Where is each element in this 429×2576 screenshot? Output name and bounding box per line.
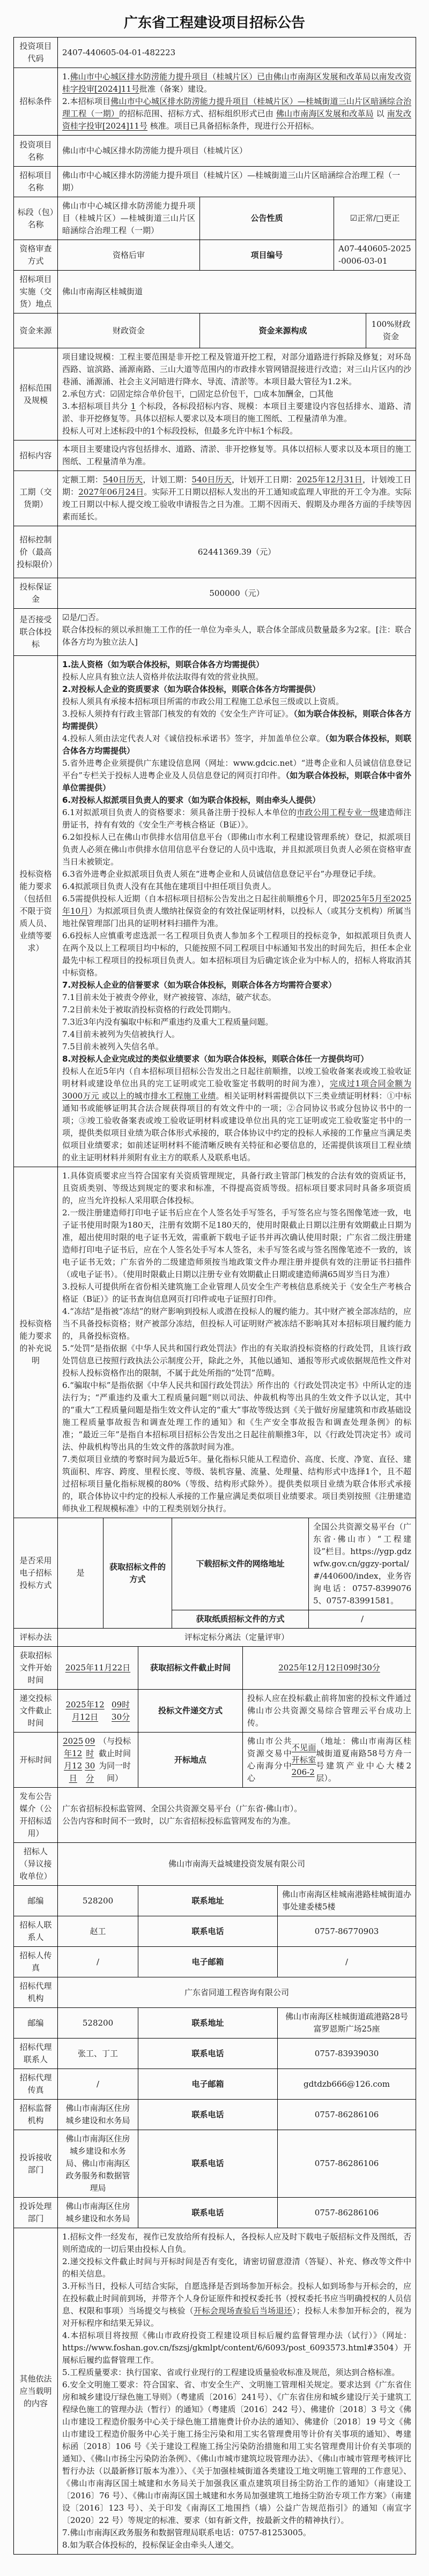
price-limit-value: 62441369.39（元） — [58, 526, 416, 578]
complaint-handling-label: 投诉处理部门 — [14, 2198, 58, 2228]
agency-fax-value: / — [58, 2069, 138, 2100]
electronic-bidding-value: 是 — [58, 1518, 103, 1629]
row-tender-name — [14, 167, 416, 197]
tender-name-value: 佛山市中心城区排水防涝能力提升项目（桂城片区）—桂城街道三山片区暗涵综合治理工程（一期） — [58, 167, 416, 197]
agency-zipcode-label: 邮编 — [14, 2008, 58, 2039]
opening-time-value: 2025年12月12日 09时30分 （与投标截止时间为同一时间） — [58, 1733, 138, 1788]
announcement-table — [13, 37, 416, 2555]
agency-value: 广东省同道工程咨询有限公司 — [58, 1977, 416, 2008]
project-number-value: A07-440605-2025-0006-03-01 — [334, 240, 416, 271]
row-tender-scope — [14, 348, 416, 440]
row-electronic-bidding — [14, 1518, 416, 1629]
row-qualification-review — [14, 240, 416, 271]
price-limit-label: 招标控制价（最高投标限价） — [14, 526, 58, 578]
row-section-name — [14, 197, 416, 240]
opening-place-value: 佛山市公共资源交易中心南海分中心 不见面开标室206-2 （地址：佛山市南海区桂城街道夏南路58号方舟一号建筑产业中心大楼2层）。 — [243, 1733, 416, 1788]
qualification-review-value: 资格后审 — [58, 240, 200, 271]
evaluation-method-label: 评标办法 — [14, 1629, 58, 1647]
agency-phone-value: 0757-83939030 — [278, 2039, 416, 2069]
complaint-handling-value: 佛山市南海区住房城乡建设和水务局 — [58, 2198, 138, 2228]
row-complaint-handling — [14, 2198, 416, 2228]
agency-label: 招标代理机构 — [14, 1977, 58, 2008]
bid-bond-value: 500000（元） — [58, 578, 416, 609]
bid-bond-label: 投标保证金 — [14, 578, 58, 609]
doc-start-time-value: 2025年11月22日 — [58, 1647, 138, 1690]
section-name-label: 标段（包）名称 — [14, 197, 58, 240]
tenderer-address-value: 佛山市南海区桂城南港路桂城街道办事处建委楼5楼 — [278, 1886, 416, 1916]
opening-time-label: 开标时间 — [14, 1733, 58, 1788]
row-agency — [14, 1977, 416, 2008]
duration-label: 工期（交货期） — [14, 471, 58, 526]
row-qualification-requirements — [14, 656, 416, 1167]
tenderer-fax-label: 招标人传真 — [14, 1947, 58, 1977]
download-address-subrow — [172, 1518, 416, 1610]
row-bid-bond — [14, 578, 416, 609]
funding-composition-value: 100%财政资金 — [366, 313, 416, 348]
qualification-notes-value: 1.具体资质要求应当符合国家有关资质管理规定，具备行政主管部门核发的合法有效的资质证书，且资质类别、等级达到规定的要求和标准，不得提高资质等级。招标项目要求同时具备多项资质的，应当允许投标人采用联合体投标。 2.一级注册建造师打印电子证书后应在个人签名处手写签名，手写签名应与签名图像笔迹一致，电子证书使用时限为180天，注册有效期不足180天的，使用时限截止日期以注册有效期截止日期为准，超出使用时限的电子证书无效，需重新下载电子证书并再次确认使用时限；广东省二级注册建造师打印电子证书后，应在个人签名处手写本人签名，未手写签名或与签名图像笔迹不一致的，该电子证书无效；广东省外的二级建造师须按当地政策文件办理注册并提供有效的注册证书扫描件（或电子证书）。（使用时限截止日期以注册专业有效期截止日期或建造师满65周岁当日为准） 3.投标人可提供所在省份相关建筑施工企业管理人员安全生产考核信息系统关于《安全生产考核合格证（B证）》的证书查询信息网页打印件或电子证照打印件。 4.“冻结”是指被“冻结”的财产影响到投标人或潜在投标人的履约能力。其中财产被全部冻结的，应当不具备投标资格；财产被部分冻结，但投标人可证明财产被冻结不影响其对本招标项目履约能力的，具备投标资格。 5.“处罚”是指依据《中华人民共和国行政处罚法》作出的有关取消投标资格的行政处罚，且该行政处罚信息已按照行政执法公示制度公开，除此之外，其他以通知、通报等形式或依据规范性文件对投标人投标资格作出的限制，不属于此处所指的“处罚”范畴。 6.“骗取中标”是指依据《中华人民共和国行政处罚法》所作出的《行政处罚决定书》中所认定的违法行为；“严重违约及重大工程质量问题”则以司法、仲裁机构等出具的生效文件予以认定，其中的“重大”工程质量问题是指生效文件认定的“重大”事故等级达到《关于做好房屋建筑和市政基础设施工程质量事故报告和调查处理工作的通知》和《生产安全事故报告和调查处理条例》的标准；“最近三年”是指自本招标项目招标公告发出之日起往前顺推3年，以《行政处罚决定书》或司法、仲裁机构等出具的生效文件的落款时间为准。 7.类似项目业绩的考察时间为最近5年。量化指标只能从工程造价、高度、长度、净宽、直径、建筑面积、库容、跨度、里程长度、等级、装机容量、流量、处理量、结构形式中选择1个，且不超过招标项目量化指标规模的80%（等级、结构形式除外）。提供类似项目业绩为联合体形式承接的，联合体协议中约定的投标人承接的工作量应满足类似项目业绩要求。项目类别按照《注册建造师执业工程规模标准》中的工程类别划分执行。 — [58, 1167, 416, 1518]
paper-doc-value: / — [309, 1610, 416, 1629]
supervision-agency-label: 招标监督机构 — [14, 2100, 58, 2130]
row-tenderer-contact — [14, 1916, 416, 1947]
funding-composition-header: 资金来源构成 — [200, 313, 366, 348]
tenderer-phone-value: 0757-86770903 — [278, 1916, 416, 1947]
supervision-agency-value: 佛山市南海区住房城乡建设和水务局 — [58, 2100, 138, 2130]
row-complaint-receiving — [14, 2130, 416, 2198]
announcement-media-label: 发布公告媒介（公开招标适用） — [14, 1788, 58, 1843]
investment-name-value: 佛山市中心城区排水防涝能力提升项目（桂城片区） — [58, 136, 416, 167]
notice-nature-value: ☑正常/□更正 — [334, 197, 416, 240]
tenderer-contact-value: 赵工 — [58, 1916, 138, 1947]
agency-address-header: 联系地址 — [138, 2008, 278, 2039]
tenderer-address-header: 联系地址 — [138, 1886, 278, 1916]
submit-method-header: 投标文件递交方式 — [138, 1690, 243, 1733]
tenderer-label: 招标人（异议接收单位） — [14, 1843, 58, 1886]
row-evaluation-method — [14, 1629, 416, 1647]
download-address-value: 全国公共资源交易平台（广东省·佛山市）“工程建设”栏目。https://ygp.gdzwfw.gov.cn/ggzy-portal/#/440600/index，业务咨询电话：0757-83990765、0757-83991581。 — [309, 1518, 416, 1610]
supervision-phone-value: 0757-86286106 — [278, 2100, 416, 2130]
tenderer-email-value: / — [278, 1947, 416, 1977]
row-tender-content — [14, 440, 416, 471]
project-code-label: 投资项目代码 — [14, 38, 58, 68]
supervision-phone-header: 联系电话 — [138, 2100, 278, 2130]
tender-name-label: 招标项目名称 — [14, 167, 58, 197]
qualification-notes-label: 投标资格能力要求的补充说明 — [14, 1167, 58, 1518]
qualification-requirements-value: 1.法人资格（如为联合体投标，则联合体各方均需提供） 投标人应具有独立法人资格并依法取得有效的营业执照。 2.对投标人企业的资质要求（如为联合体投标，则联合体各方均需提供） 投标人须具有承接本招标项目所需的市政公用工程施工总承包三级或以上资质。 3.投标人须持有行政主管部门核发的有效的《安全生产许可证》。（如为联合体投标，则联合体各方均需提供） 4.投标人须由法定代表人对《诚信投标承诺书》签字，并加盖单位公章。（如为联合体投标，则联合体各方均需提供） 5.省外进粤企业须提供广东建设信息网（网址：www.gdcic.net）“进粤企业和人员诚信信息登记平台”专栏关于投标人进粤企业及人员信息登记的网页打印件。（如为联合体投标，则联合体中省外单位需提供） 6.对投标人拟派项目负责人的要求（如为联合体投标，则由牵头人提供） 6.1对拟派项目负责人的资格要求：须具备注册于投标人本单位的市政公用工程专业一级建造师注册证书，持有有效的《安全生产考核合格证（B证）》。 6.2如投标人已在佛山市供排水信用信息平台（即佛山市水利工程建设管理系统）登记，拟派项目负责人必须在佛山市供排水信用信息平台登记的人员中选取，并且拟派项目负责人必须在资格审查当日未被锁定。 6.3省外进粤企业拟派项目负责人须在“进粤企业和人员诚信信息登记平台”办理登记手续。 6.4拟派项目负责人没有在其他在建项目中担任项目负责人。 6.5需提供投标人近期（自本招标项目招标公告发出之日起往前顺推6个月，即2025年5月至2025年10月）为拟派项目负责人缴纳社保资金的有效社保证明材料，以投标人（或其分支机构）所属当地社保管理部门出具的证明材料扫描件为准。 6.6投标人应慎重考虑选派一名工程项目负责人参加多个工程项目的投标竞争，如拟派项目负责人在两个及以上工程项目均中标的，只能按照不同工程项目中标通知书发出的时间先后，担任本企业最先中标工程项目的投标项目负责人。如本招标项目为后确定该企业为中标人的，招标人将取消其中标资格。 7.对投标人企业的信誉要求（如为联合体投标，则联合体各方均需符合要求） 7.1目前未处于被责令停业，财产被接管、冻结，破产状态。 7.2目前未处于被取消投标资格的行政处罚期内。 7.3近3年内没有骗取中标和严重违约及重大工程质量问题。 7.4目前未被列为失信被执行人。 7.5目前未被列入失信名单。 8.对投标人企业完成过的类似业绩要求（如为联合体投标，则联合体任一方提供均可） 投标人在近5年内（自本招标项目招标公告发出之日起往前顺推，以竣工验收备案表或竣工验收证明材料或建设单位出具的完工证明或完工验收鉴定书载明的时间为准），完成过1项合同金额为 3000万元 或以上的城市排水工程施工业绩。相关证明材料需提供以下三类业绩证明材料：①中标通知书或能够证明其合法合规获得项目的有效文件中的一项；②合同协议书或分包协议书中的一项；③竣工验收备案表或竣工验收证明材料或建设单位出具的完工证明或完工验收鉴定书中的一项，提供类似项目业绩为联合体形式承接的，联合体协议中约定的投标人承接的工作量应当满足类似项目业绩要求；如前述证明材料不能清晰反映有关特征和必要信息的，还需提供该项目工程业绩的业主证明材料并须附有业主方的联系人及联系电话。 — [58, 656, 416, 1167]
tenderer-zipcode-label: 邮编 — [14, 1886, 58, 1916]
tenderer-value: 佛山市南海天益城建投资发展有限公司 — [58, 1843, 416, 1886]
consortium-label: 是否接受联合体投标 — [14, 609, 58, 656]
consortium-value: ☑是/□否。 联合体投标的须以承担施工工作的任一单位为牵头人，联合体全部成员数量最多为2家。[注：联合体各方均为独立法人] — [58, 609, 416, 656]
tender-scope-value: 项目建设规模：工程主要范围是非开挖工程及管道开挖工程，对部分道路进行拆除及修复；对环岛西路、谊滨路、涌源南路、三山大道等范围内的市政排水管网错混接进行改造；对三山片区内的沙巷涌、涌源涌、社会主义河暗进行降水、导流、清淤等。本项目最大管径为1.2米。 2.承包方式：☑固定综合单价包干，□固定总价包干，□成本加酬金，□其他 3.本招标项目共分 1 个标段，各标段招标内容、规模：本项目主要建设内容包括排水、道路、清淤、非开挖修复等。具体以招标人要求以及本项目的施工图纸、工程量清单为准。 投标人可对上述标段中的1个标段投标，但最多允许中标1个标段。 — [58, 348, 416, 440]
row-price-limit — [14, 526, 416, 578]
row-agency-fax — [14, 2069, 416, 2100]
agency-contact-label: 招标代理联系人 — [14, 2039, 58, 2069]
row-duration — [14, 471, 416, 526]
row-tenderer-zipcode — [14, 1886, 416, 1916]
electronic-bidding-label: 是否采用电子招标投标方式 — [14, 1518, 58, 1629]
complaint-handling-phone-header: 联系电话 — [138, 2198, 278, 2228]
row-supervision-agency — [14, 2100, 416, 2130]
agency-zipcode-value: 528200 — [58, 2008, 138, 2039]
row-doc-start-time — [14, 1647, 416, 1690]
project-number-header: 项目编号 — [200, 240, 334, 271]
complaint-handling-phone-value: 0757-86286106 — [278, 2198, 416, 2228]
download-address-header: 下载招标文件的网络地址 — [172, 1518, 309, 1610]
delivery-location-label: 招标项目实施（交货）地点 — [14, 271, 58, 313]
row-opening-time — [14, 1733, 416, 1788]
qualification-review-label: 资格审查方式 — [14, 240, 58, 271]
page-title: 广东省工程建设项目招标公告 — [123, 15, 305, 31]
tenderer-fax-value: / — [58, 1947, 138, 1977]
row-agency-zipcode — [14, 2008, 416, 2039]
duration-value: 定额工期：540日历天，计划工期：540日历天，计划开工日期：2025年12月31日，计划竣工日期：2027年06月24日。实际开工日期以招标人发出的开工通知或监理人审批的开工令为准。实际竣工日期以中标人提交竣工验收申请报告之日为准。工期不因雨天、假期及办理各方面的手续等因素而延长。 — [58, 471, 416, 526]
funding-source-value: 财政资金 — [58, 313, 200, 348]
tender-content-value: 本项目主要建设内容包括排水、道路、清淤、非开挖修复等。具体以招标人要求以及本项目的施工图纸、工程量清单为准。 — [58, 440, 416, 471]
agency-address-value: 佛山市南海区桂城街道疏港路28号富罗恩斯广场25座 — [278, 2008, 416, 2039]
paper-doc-header: 获取纸质招标文件的方式 — [172, 1610, 309, 1629]
opening-place-header: 开标地点 — [138, 1733, 243, 1788]
investment-name-label: 投资项目名称 — [14, 136, 58, 167]
doc-deadline-value: 2025年12月12日 09时30分 — [243, 1647, 416, 1690]
submit-deadline-label: 递交投标文件截止时间 — [14, 1690, 58, 1733]
doc-start-time-label: 获取招标文件开始时间 — [14, 1647, 58, 1690]
agency-phone-header: 联系电话 — [138, 2039, 278, 2069]
row-delivery-location — [14, 271, 416, 313]
row-qualification-notes — [14, 1167, 416, 1518]
agency-email-header: 电子邮箱 — [138, 2069, 278, 2100]
row-other-contents — [14, 2228, 416, 2555]
announcement-media-value: 广东省招标投标监管网、全国公共资源交易平台（广东省·佛山市）。 公告内容和时间不一致时，以广东省招标投标监管网发布的为准。 — [58, 1788, 416, 1843]
complaint-receiving-value: 佛山市南海区住房城乡建设和水务局、佛山市南海区政务服务和数据管理局 — [58, 2130, 138, 2198]
tender-conditions-value: 1.佛山市中心城区排水防涝能力提升项目（桂城片区）已由佛山市南海区发展和改革局以南发改资桂字投审[2024]11号批准（备案）建设。 2.本招标项目佛山市中心城区排水防涝能力提升项目（桂城片区）—桂城街道三山片区暗涵综合治理工程（一期）的招标范围、招标方式、招标组织形式已由 佛山市南海区发展和改革局 以 南发改资桂字投审[2024]11号 核准。项目已具备招标条件，现进行公开招标。 — [58, 68, 416, 136]
project-code-value: 2407-440605-04-01-482223 — [58, 38, 416, 68]
row-consortium — [14, 609, 416, 656]
complaint-receiving-phone-header: 联系电话 — [138, 2130, 278, 2198]
other-contents-value: 1.招标文件一经发布，视作已发放给所有投标人，各投标人应及时下载电子版招标文件及图纸，否则所造成的一切后果由投标人自负。 2.递交投标文件截止时间与开标时间是否有变化，请密切留意澄清（答疑）、补充、修改等文件中的相关信息。 3.开标当日，投标人可结合实际，自愿选择是否到场参加开标会。投标人如到场参与开标会的，应在投标截止时间前到场，并带齐个人身份证原件和授权委托书（授权委托书应当明确授权的人员信息、权限和事项）当场提交与核验（开标会现场查验后当场退还）；投标人未参加开标会的，视为对开标程序和结果无异议。 4.本招标项目将按照《佛山市政府投资工程建设项目标后履约监督管理办法（试行）》（网址：https://www.foshan.gov.cn/fszsj/gkmlpt/content/6/6093/post_6093573.html#3504）开展标后履约监督管理工作。 5.工程质量要求：执行国家、省或行业现行的工程建设质量验收标准及规范，须达到合格标准。 6.安全文明施工要求：符合国家、省、市安全生产、文明施工管理相关规定。要求达到《广东省住房和城乡建设厅绿色施工导则》（粤建质〔2016〕241号）、《广东省住房和城乡建设厅关于建筑工程绿色施工的管理办法（暂行）的通知》（粤建质〔2016〕242 号）、佛建价〔2018〕3 号文《佛山市建设工程造价服务中心关于绿色施工措施费计价办法的通知》、佛建价〔2018〕19 号文《佛山市建设工程造价服务中心关于施工扬尘污染和用工实名管理费用等计价有关事项的通知》、粤建标函〔2018〕106 号《关于建设工程施工扬尘污染防治措施和用工实名管理费用计价有关事项的通知》、《佛山市扬尘污染防治条例》、《佛山市城市建筑垃圾管理办法》、《佛山市城市管理考核评比暂行办法（以最新修订版本为准）》、《关于加强桂城街道各类建设工地文明施工管理的工作意见》、《佛山市南海区国土城建和水务局关于加强我区重点建筑项目扬尘防治工作的通知》（南建设工〔2016〕76 号）、《佛山市南海区国土城建和水务局加强建筑工地扬尘防治专项工作方案》（南建设〔2016〕123 号）、关于印发《南海区工地围挡（墙）公益广告规范指引》的通知（南宣字〔2020〕22 号）等规定的标准、要求（如有新文件，按最新文件的精神执行）。 7.佛山市南海区政务服务和数据管理局联系电话：0757-81253005。 8.如为联合体投标的，投标保证金由牵头人递交。 — [58, 2228, 416, 2555]
submit-method-value: 投标人应在投标截止前将加密的投标文件通过佛山市公共资源交易综合管理云平台成功上传。 — [243, 1690, 416, 1733]
notice-nature-header: 公告性质 — [200, 197, 334, 240]
row-project-code — [14, 38, 416, 68]
row-tender-conditions — [14, 68, 416, 136]
tender-scope-label: 招标范围及规模 — [14, 348, 58, 440]
tenderer-zipcode-value: 528200 — [58, 1886, 138, 1916]
doc-deadline-header: 获取招标文件截止时间 — [138, 1647, 243, 1690]
section-name-value: 佛山市中心城区排水防涝能力提升项目（桂城片区）—桂城街道三山片区暗涵综合治理工程（一期） — [58, 197, 200, 240]
tender-content-label: 招标内容 — [14, 440, 58, 471]
evaluation-method-value: 评标定标分离法（定量评审） — [58, 1629, 416, 1647]
tender-conditions-label: 招标条件 — [14, 68, 58, 136]
row-announcement-media — [14, 1788, 416, 1843]
agency-contact-value: 张工、丁工 — [58, 2039, 138, 2069]
doc-obtain-subtable — [172, 1518, 416, 1629]
tenderer-phone-header: 联系电话 — [138, 1916, 278, 1947]
agency-fax-label: 招标代理传真 — [14, 2069, 58, 2100]
row-agency-contact — [14, 2039, 416, 2069]
row-submit-deadline — [14, 1690, 416, 1733]
delivery-location-value: 佛山市南海区桂城街道 — [58, 271, 416, 313]
row-tenderer — [14, 1843, 416, 1886]
tenderer-email-header: 电子邮箱 — [138, 1947, 278, 1977]
doc-obtain-method-header: 获取招标文件的方式 — [103, 1518, 172, 1629]
funding-source-label: 资金来源 — [14, 313, 58, 348]
row-funding-source — [14, 313, 416, 348]
qualification-requirements-label: 投标资格能力要求（包括但不限于资质人员、业绩等要求） — [14, 656, 58, 1167]
complaint-receiving-label: 投诉接收部门 — [14, 2130, 58, 2198]
row-investment-name — [14, 136, 416, 167]
paper-doc-subrow — [172, 1610, 416, 1629]
agency-email-value: gdtdzb666@126.com — [278, 2069, 416, 2100]
row-tenderer-fax — [14, 1947, 416, 1977]
other-contents-label: 其他依法应当载明的内容 — [14, 2228, 58, 2555]
submit-deadline-value: 2025年12月12日 09时30分 — [58, 1690, 138, 1733]
complaint-receiving-phone-value: 0757-86286106 — [278, 2130, 416, 2198]
tenderer-contact-label: 招标人联系人 — [14, 1916, 58, 1947]
